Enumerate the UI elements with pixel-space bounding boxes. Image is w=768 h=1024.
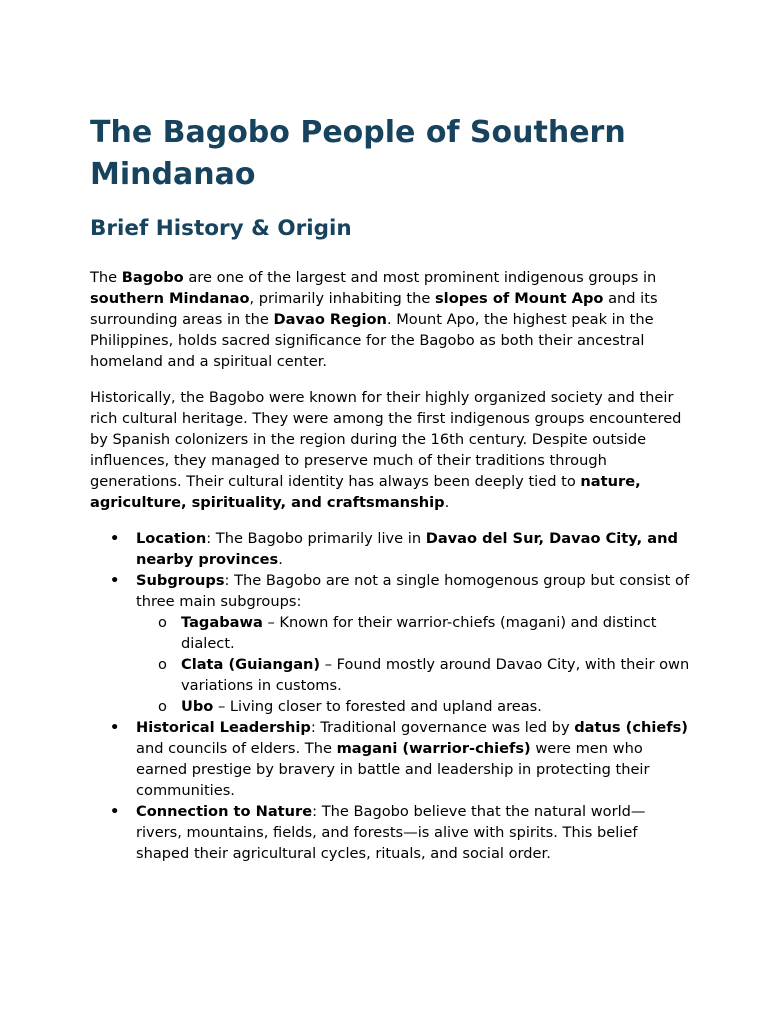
- bold-text: southern Mindanao: [90, 290, 250, 307]
- bold-text: Davao del Sur, Davao City, and nearby provinces: [136, 530, 678, 568]
- subgroup-name: Ubo: [181, 698, 214, 715]
- text: and its surrounding areas in the: [90, 290, 658, 328]
- list-item-leadership: [136, 717, 690, 801]
- page-title: The Bagobo People of Southern Mindanao: [90, 115, 626, 192]
- bullet-label: Subgroups: [136, 572, 225, 589]
- section-heading: Brief History & Origin: [90, 216, 352, 241]
- document-page: [90, 112, 690, 864]
- text: Historically, the Bagobo were known for their highly organized society and their rich cultural heritage. They were among the first indigenous groups encountered by Spanish colonizers in the region during the 16th century. Despite outside influences, they managed to preserve much of their traditions through generations. Their cultural identity has always been deeply tied to: [90, 389, 682, 490]
- subgroup-name: Tagabawa: [181, 614, 263, 631]
- bold-text: magani (warrior-chiefs): [336, 740, 531, 757]
- text: : The Bagobo primarily live in: [206, 530, 426, 547]
- text: The: [90, 269, 122, 286]
- bold-text: Bagobo: [121, 269, 184, 286]
- text: .: [444, 494, 450, 511]
- bold-text: datus (chiefs): [574, 719, 688, 736]
- sub-list-item: [181, 654, 690, 696]
- list-item-nature: [136, 801, 690, 864]
- list-item-location: [136, 528, 690, 570]
- bullet-label: Connection to Nature: [136, 803, 313, 820]
- text: – Known for their warrior-chiefs (magani) and distinct dialect.: [181, 614, 657, 652]
- paragraph-history-intro: [90, 267, 690, 372]
- bullet-label: Historical Leadership: [136, 719, 311, 736]
- text: . Mount Apo, the highest peak in the Philippines, holds sacred significance for the Bagobo as both their ancestral homeland and a spiritual center.: [90, 311, 654, 370]
- text: : Traditional governance was led by: [310, 719, 575, 736]
- text: – Found mostly around Davao City, with their own variations in customs.: [181, 656, 690, 694]
- text: : The Bagobo believe that the natural world—rivers, mountains, fields, and forests—is alive with spirits. This belief shaped their agricultural cycles, rituals, and social order.: [136, 803, 646, 862]
- sub-list-item: [181, 696, 690, 717]
- text: and councils of elders. The: [136, 740, 337, 757]
- paragraph-history-heritage: [90, 387, 690, 513]
- list-item-subgroups: [136, 570, 690, 717]
- text: were men who earned prestige by bravery in battle and leadership in protecting their communities.: [136, 740, 650, 799]
- text: – Living closer to forested and upland areas.: [213, 698, 542, 715]
- bold-text: slopes of Mount Apo: [435, 290, 604, 307]
- subgroup-name: Clata (Guiangan): [181, 656, 321, 673]
- bullet-label: Location: [136, 530, 207, 547]
- sub-list-item: [181, 612, 690, 654]
- text: .: [278, 551, 283, 568]
- bullet-list: [90, 528, 690, 864]
- text: : The Bagobo are not a single homogenous group but consist of three main subgroups:: [136, 572, 690, 610]
- bold-text: nature, agriculture, spirituality, and craftsmanship: [90, 473, 641, 511]
- text: are one of the largest and most prominent indigenous groups in: [183, 269, 657, 286]
- sub-list: [136, 612, 690, 717]
- text: , primarily inhabiting the: [249, 290, 435, 307]
- bold-text: Davao Region: [273, 311, 387, 328]
